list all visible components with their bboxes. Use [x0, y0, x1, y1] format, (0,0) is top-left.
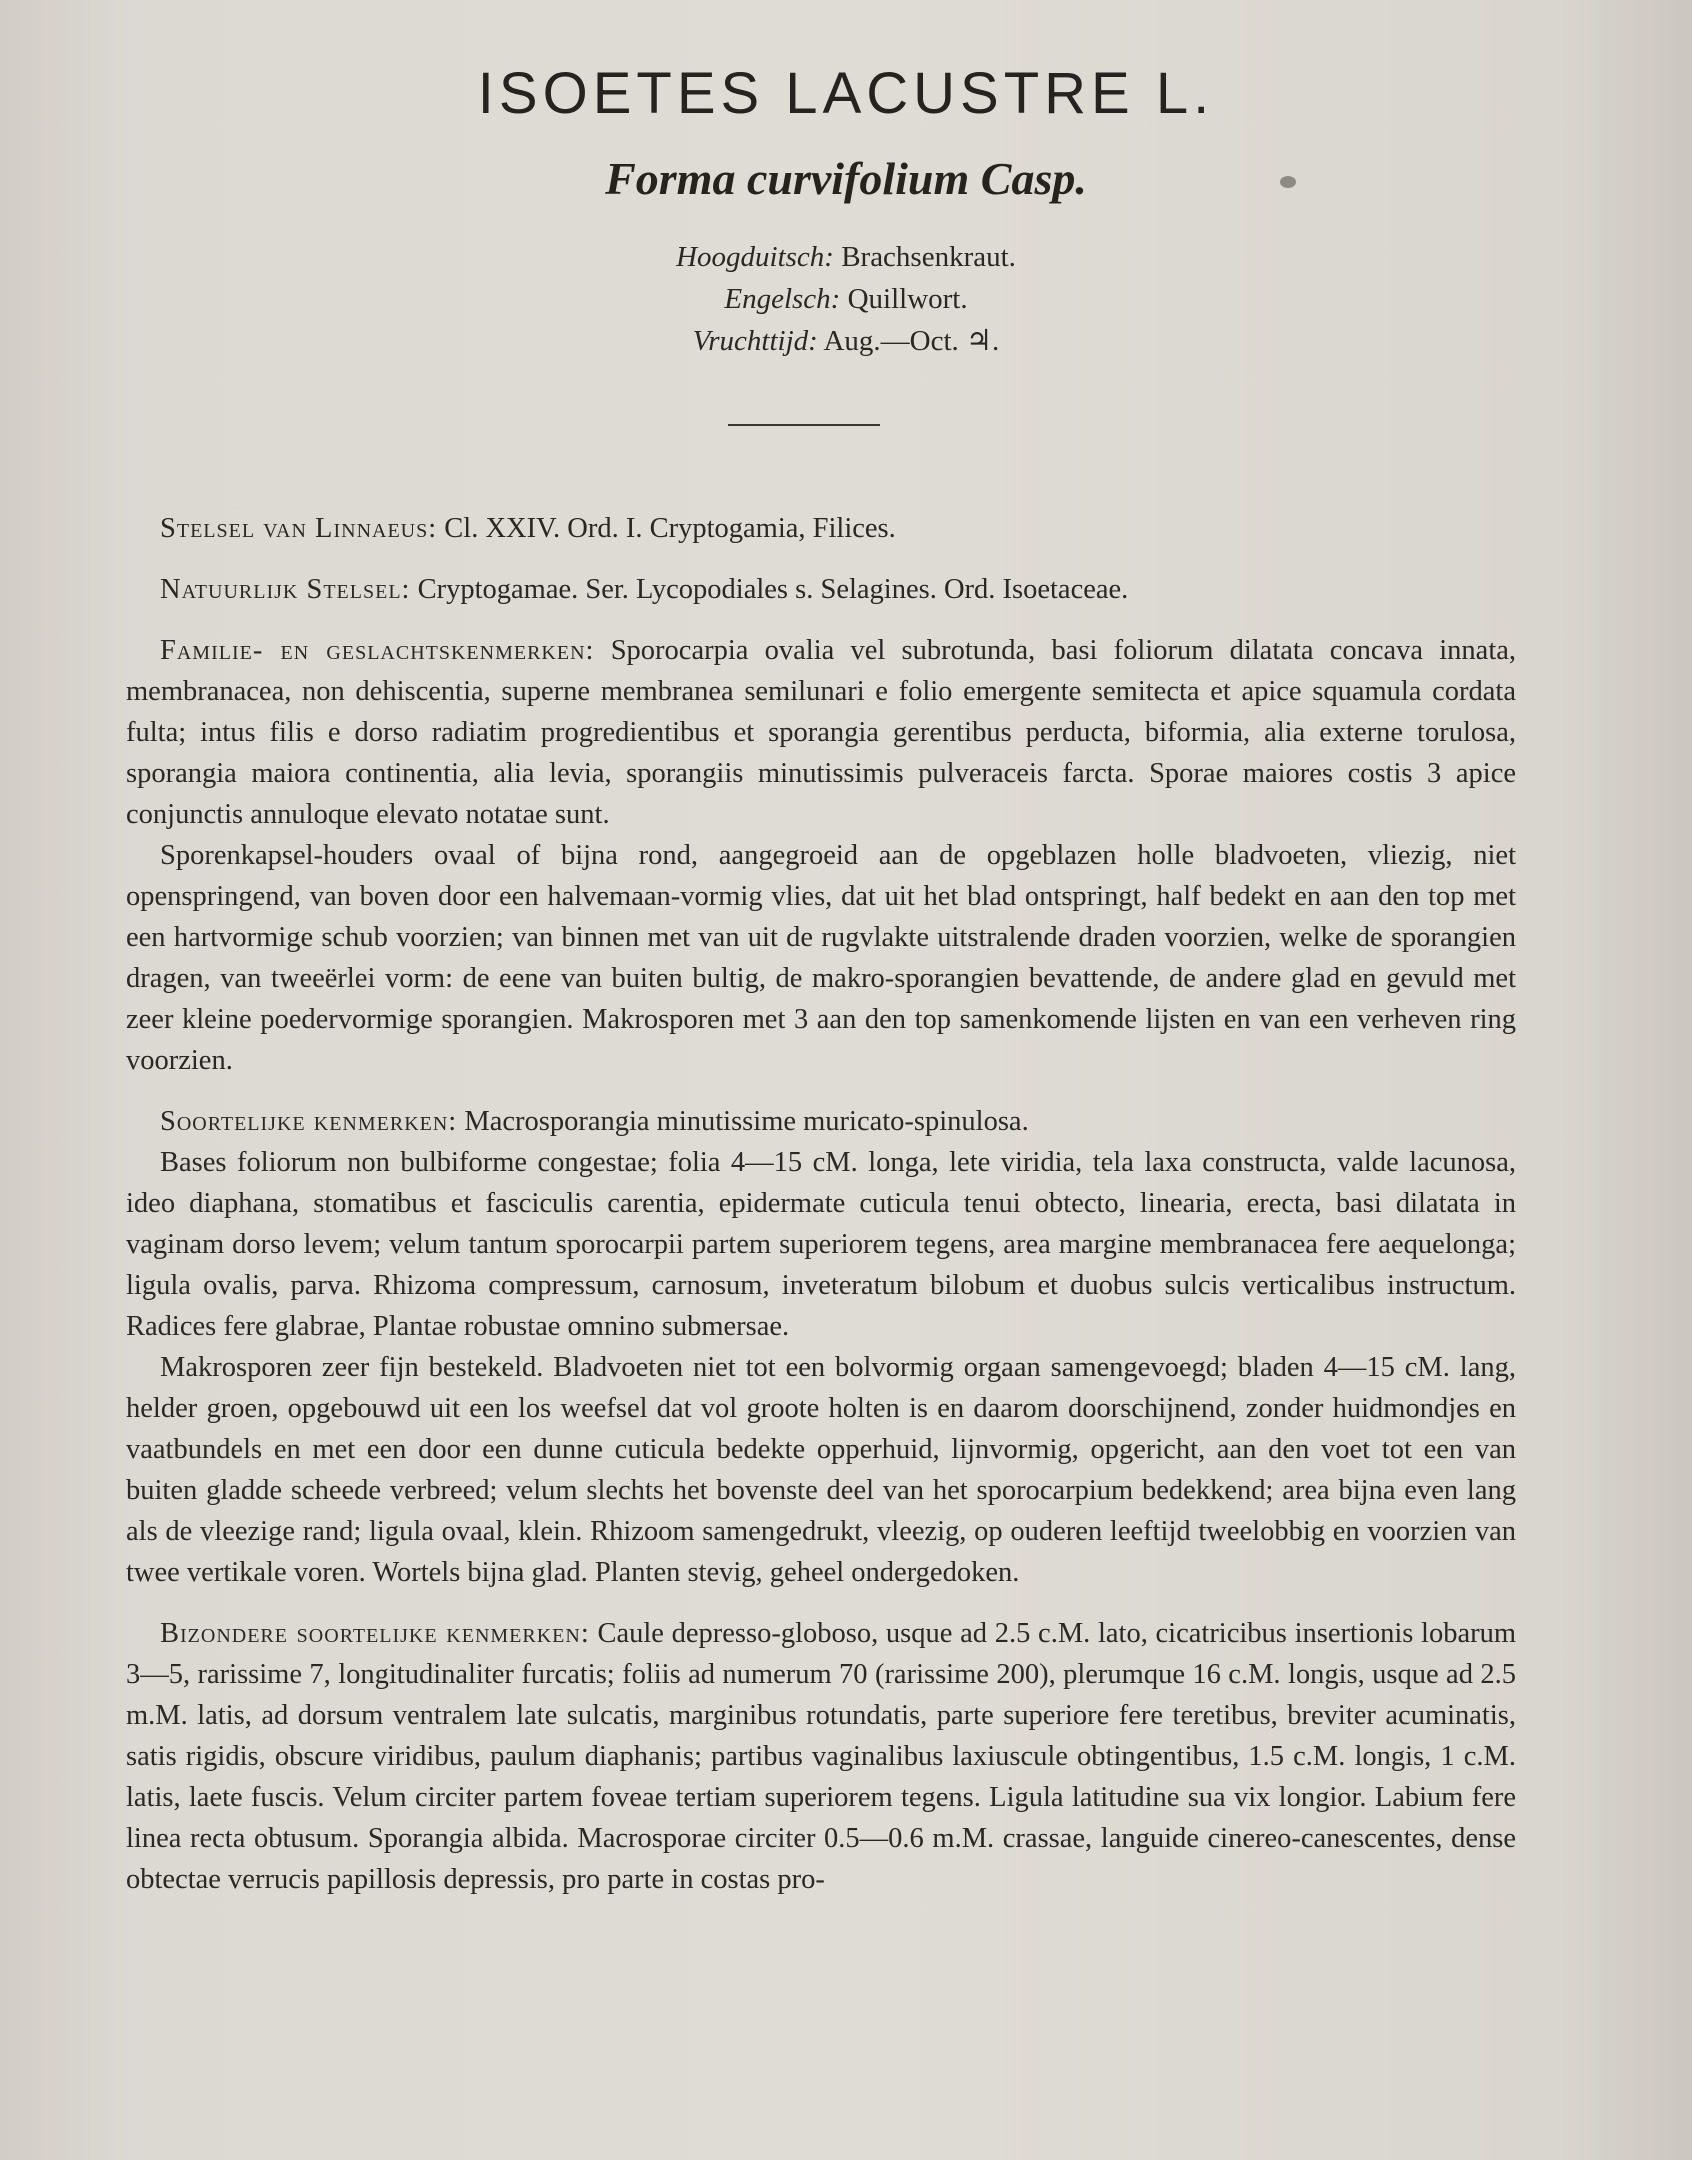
- section-special-features: [126, 1613, 1516, 1900]
- section-text: Sporenkapsel-houders ovaal of bijna rond, aangegroeid aan de opgeblazen holle bladvoeten, vliezig, niet openspringend, van boven door een halvemaan-vormig vlies, dat uit het blad ontspringt, half bedekt en aan den top met een hartvormige schub voorzien; van binnen met van uit de rugvlakte uitstralende draden voorzien, welke de sporangien dragen, van tweeërlei vorm: de eene van buiten bultig, de makro-sporangien bevattende, de andere glad en gevuld met zeer kleine poedervormige sporangien. Makrosporen met 3 aan den top samenkomende lijsten en van een verheven ring voorzien.: [126, 840, 1516, 1076]
- section-natural-system: [126, 569, 1516, 610]
- name-label: Hoogduitsch:: [676, 241, 834, 273]
- name-line-german: [0, 236, 1692, 278]
- page-subtitle: Forma curvifolium Casp.: [605, 153, 1087, 204]
- name-line-english: [0, 278, 1692, 320]
- section-text: Makrosporen zeer fijn bestekeld. Bladvoeten niet tot een bolvormig orgaan samengevoegd; bladen 4—15 cM. lang, helder groen, opgebouwd uit een los weefsel dat vol groote holten is en daarom doorschijnend, zonder huidmondjes en vaatbundels en met een door een dunne cuticula bedekte opperhuid, lijnvormig, opgericht, aan den voet tot een van buiten gladde scheede verbreed; velum slechts het bovenste deel van het sporocarpium bedekkend; area bijna even lang als de vleezige rand; ligula ovaal, klein. Rhizoom samengedrukt, vleezig, op ouderen leeftijd tweelobbig en voorzien van twee vertikale voren. Wortels bijna glad. Planten stevig, geheel ondergedoken.: [126, 1352, 1516, 1588]
- section-heading: Bizondere soortelijke kenmerken:: [160, 1618, 590, 1649]
- section-heading: Stelsel van Linnaeus:: [160, 513, 438, 544]
- section-family-latin: [126, 630, 1516, 835]
- section-heading: Soortelijke kenmerken:: [160, 1106, 458, 1137]
- common-names: [0, 236, 1692, 362]
- name-line-fruiting: [0, 320, 1692, 362]
- page-title: ISOETES LACUSTRE L.: [477, 61, 1215, 126]
- section-text: Cryptogamae. Ser. Lycopodiales s. Selagines. Ord. Isoetaceae.: [417, 574, 1129, 605]
- section-species-dutch: [126, 1347, 1516, 1593]
- section-species-latin: [126, 1142, 1516, 1347]
- section-text: Sporocarpia ovalia vel subrotunda, basi foliorum dilatata concava innata, membranacea, non dehiscentia, superne membranea semilunari e folio emergente semitecta et apice squamula cordata fulta; intus filis e dorso radiatim progredientibus et sporangia gerentibus perducta, biformia, alia externe torulosa, sporangia maiora continentia, alia levia, sporangiis minutissimis pulveraceis farcta. Sporae maiores costis 3 apice conjunctis annuloque elevato notatae sunt.: [126, 635, 1517, 830]
- section-linnaeus: [126, 508, 1516, 549]
- section-family-dutch: [126, 835, 1516, 1081]
- name-label: Vruchttijd:: [692, 325, 818, 357]
- ink-spot: [1280, 176, 1296, 188]
- section-text: Caule depresso-globoso, usque ad 2.5 c.M. lato, cicatricibus insertionis lobarum 3—5, rarissime 7, longitudinaliter furcatis; foliis ad numerum 70 (rarissime 200), plerumque 16 c.M. longis, usque ad 2.5 m.M. latis, ad dorsum ventralem late sulcatis, marginibus rotundatis, parte superiore fere teretibus, breviter acuminatis, satis rigidis, obscure viridibus, paulum diaphanis; partibus vaginalibus laxiuscule obtingentibus, 1.5 c.M. longis, 1 c.M. latis, laete fuscis. Velum circiter partem foveae tertiam superiorem tegens. Ligula latitudine sua vix longior. Labium fere linea recta obtusum. Sporangia albida. Macrosporae circiter 0.5—0.6 m.M. crassae, languide cinereo-canescentes, dense obtectae verrucis papillosis depressis, pro parte in costas pro-: [126, 1618, 1517, 1895]
- section-heading: Natuurlijk Stelsel:: [160, 574, 411, 605]
- section-species-heading: [126, 1101, 1516, 1142]
- divider: [728, 424, 880, 426]
- section-text: Bases foliorum non bulbiforme congestae; folia 4—15 cM. longa, lete viridia, tela laxa constructa, valde lacunosa, ideo diaphana, stomatibus et fasciculis carentia, epidermate cuticula tenui obtecto, linearia, erecta, basi dilatata in vaginam dorso levem; velum tantum sporocarpii partem superiorem tegens, area margine membranacea fere aequelonga; ligula ovalis, parva. Rhizoma compressum, carnosum, inveteratum bilobum et duobus sulcis verticalibus instructum. Radices fere glabrae, Plantae robustae omnino submersae.: [126, 1147, 1516, 1342]
- document-body: [126, 508, 1516, 1900]
- section-text: Cl. XXIV. Ord. I. Cryptogamia, Filices.: [444, 513, 896, 544]
- section-text: Macrosporangia minutissime muricato-spinulosa.: [464, 1106, 1029, 1137]
- name-label: Engelsch:: [724, 283, 841, 315]
- name-value: Quillwort.: [847, 283, 968, 315]
- name-value: Brachsenkraut.: [841, 241, 1016, 273]
- name-value: Aug.—Oct. ♃.: [823, 325, 1000, 357]
- section-heading: Familie- en geslachtskenmerken:: [160, 635, 595, 666]
